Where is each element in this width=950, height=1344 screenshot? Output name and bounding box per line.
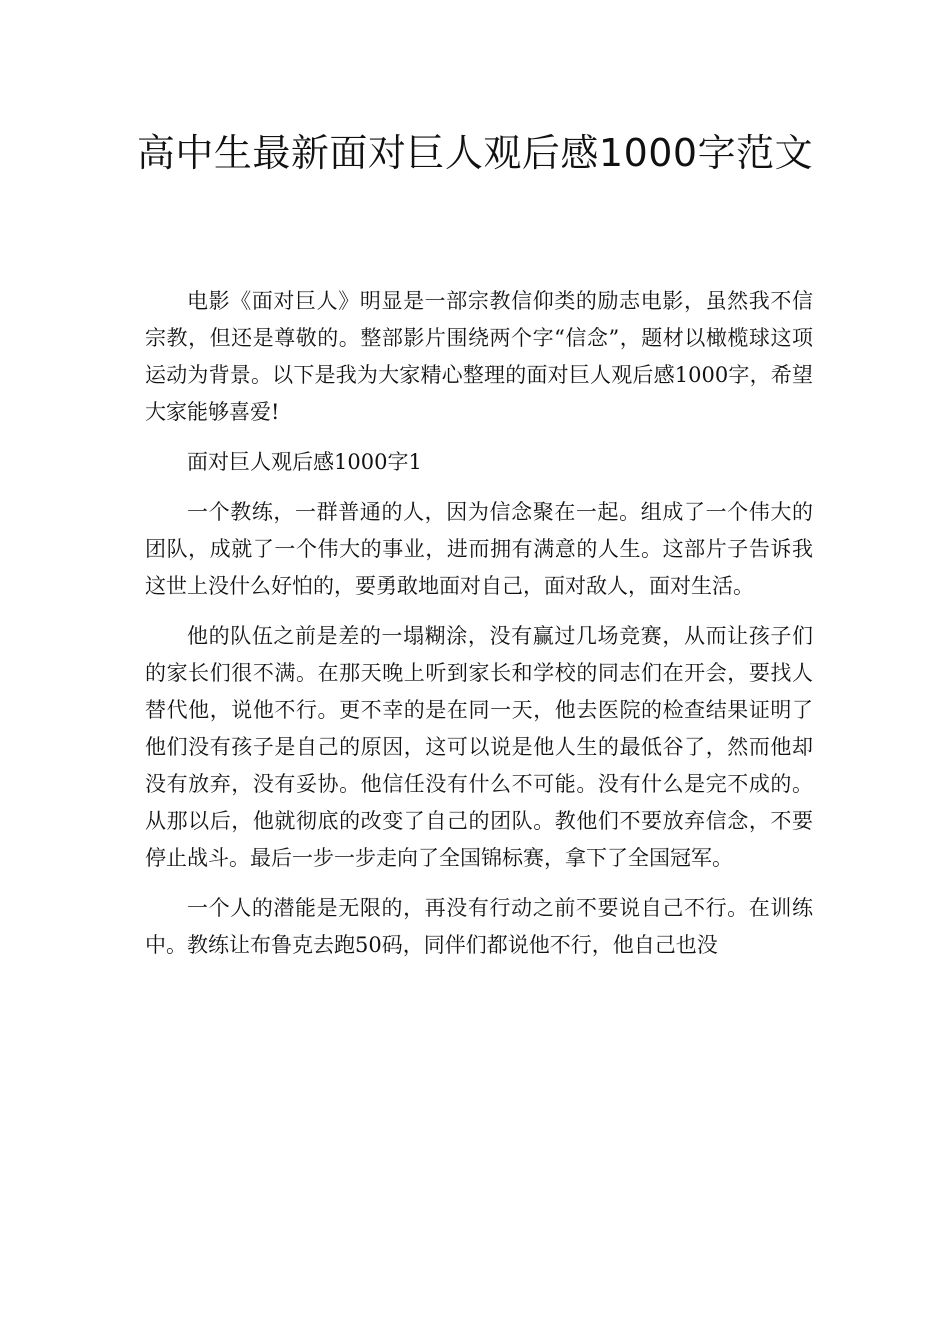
paragraph: 他的队伍之前是差的一塌糊涂，没有赢过几场竞赛，从而让孩子们的家长们很不满。在那天晚上听到家长和学校的同志们在开会，要找人替代他，说他不行。更不幸的是在同一天，他去医院的检查结果证明了他们没有孩子是自己的原因，这可以说是他人生的最低谷了，然而他却没有放弃，没有妥协。他信任没有什么不可能。没有什么是完不成的。从那以后，他就彻底的改变了自己的团队。教他们不要放弃信念，不要停止战斗。最后一步一步走向了全国锦标赛，拿下了全国冠军。 <box>145 624 813 870</box>
document-body <box>145 283 813 977</box>
document-title: 高中生最新面对巨人观后感1000字范文 <box>136 131 814 175</box>
paragraph: 一个教练，一群普通的人，因为信念聚在一起。组成了一个伟大的团队，成就了一个伟大的事业，进而拥有满意的人生。这部片子告诉我这世上没什么好怕的，要勇敢地面对自己，面对敌人，面对生活。 <box>145 500 813 598</box>
paragraph: 一个人的潜能是无限的，再没有行动之前不要说自己不行。在训练中。教练让布鲁克去跑50码，同伴们都说他不行，他自己也没 <box>145 896 813 957</box>
paragraph-intro: 电影《面对巨人》明显是一部宗教信仰类的励志电影，虽然我不信宗教，但还是尊敬的。整部影片围绕两个字“信念”，题材以橄榄球这项运动为背景。以下是我为大家精心整理的面对巨人观后感1000字，希望大家能够喜爱! <box>145 289 813 424</box>
section-heading: 面对巨人观后感1000字1 <box>187 450 422 474</box>
